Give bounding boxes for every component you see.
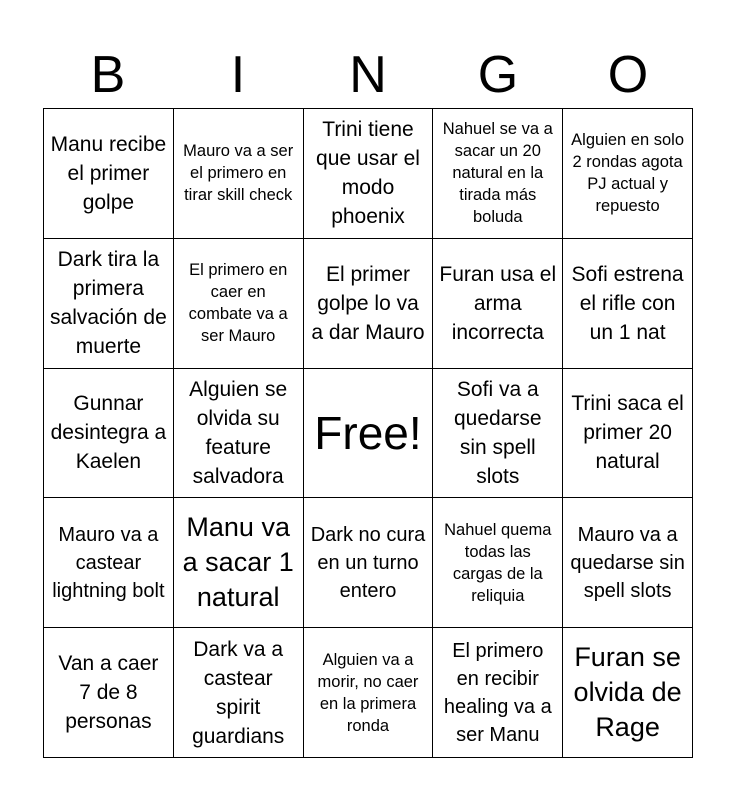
bingo-cell[interactable] xyxy=(174,239,304,369)
bingo-cell[interactable] xyxy=(563,498,693,628)
bingo-cell-text: Furan usa el arma incorrecta xyxy=(439,262,557,344)
bingo-cell-text: Nahuel quema todas las cargas de la reliquia xyxy=(444,520,552,605)
header-letter-n: N xyxy=(349,46,387,104)
bingo-cell-text: Sofi va a quedarse sin spell slots xyxy=(454,377,542,488)
bingo-cell-text: Manu va a sacar 1 natural xyxy=(182,512,294,613)
bingo-cell[interactable] xyxy=(44,498,174,628)
bingo-cell-text: El primero en caer en combate va a ser Mauro xyxy=(188,261,288,346)
bingo-cell-text: Alguien va a morir, no caer en la primera ronda xyxy=(317,650,419,735)
bingo-cell-text: Mauro va a ser el primero en tirar skill check xyxy=(183,142,294,205)
bingo-cell-text: Dark no cura en un turno entero xyxy=(310,523,426,602)
bingo-cell[interactable] xyxy=(433,369,563,499)
bingo-cell[interactable] xyxy=(44,628,174,758)
bingo-cell-text: Van a caer 7 de 8 personas xyxy=(58,652,159,734)
bingo-cell[interactable] xyxy=(304,628,434,758)
header-letter-g: G xyxy=(477,46,519,104)
bingo-cell[interactable] xyxy=(433,628,563,758)
bingo-cell-text: Alguien se olvida su feature salvadora xyxy=(189,377,288,488)
header-letter-o: O xyxy=(607,46,649,104)
bingo-cell-text: Nahuel se va a sacar un 20 natural en la tirada más boluda xyxy=(442,120,553,227)
bingo-cell[interactable] xyxy=(304,239,434,369)
bingo-cell[interactable] xyxy=(563,369,693,499)
bingo-cell-text: Alguien en solo 2 rondas agota PJ actual y repuesto xyxy=(571,131,685,216)
bingo-cell[interactable] xyxy=(433,498,563,628)
bingo-cell[interactable] xyxy=(304,109,434,239)
bingo-cell-text: Gunnar desintegra a Kaelen xyxy=(50,392,167,474)
bingo-cell-text: Sofi estrena el rifle con un 1 nat xyxy=(571,262,684,344)
header-letter-i: I xyxy=(230,46,246,104)
bingo-cell-text: Trini tiene que usar el modo phoenix xyxy=(316,118,420,229)
bingo-cell[interactable] xyxy=(174,498,304,628)
bingo-cell[interactable] xyxy=(433,239,563,369)
bingo-cell[interactable] xyxy=(174,628,304,758)
bingo-cell-text: Furan se olvida de Rage xyxy=(573,642,682,743)
bingo-card-grid xyxy=(43,108,693,758)
bingo-header xyxy=(43,44,693,106)
free-space-cell[interactable] xyxy=(304,369,434,499)
bingo-cell-text: Mauro va a castear lightning bolt xyxy=(52,523,165,602)
bingo-cell[interactable] xyxy=(174,369,304,499)
bingo-cell-text: El primer golpe lo va a dar Mauro xyxy=(311,262,425,344)
bingo-cell[interactable] xyxy=(44,369,174,499)
bingo-cell[interactable] xyxy=(563,628,693,758)
bingo-cell-text: Mauro va a quedarse sin spell slots xyxy=(570,523,685,602)
bingo-cell-text: Manu recibe el primer golpe xyxy=(50,132,167,214)
bingo-cell[interactable] xyxy=(174,109,304,239)
bingo-cell-text: Dark tira la primera salvación de muerte xyxy=(50,248,167,359)
bingo-cell[interactable] xyxy=(563,109,693,239)
bingo-cell[interactable] xyxy=(44,239,174,369)
bingo-cell[interactable] xyxy=(44,109,174,239)
bingo-cell[interactable] xyxy=(563,239,693,369)
header-letter-b: B xyxy=(90,46,126,104)
bingo-cell[interactable] xyxy=(304,498,434,628)
bingo-cell[interactable] xyxy=(433,109,563,239)
bingo-cell-text: El primero en recibir healing va a ser Manu xyxy=(443,639,552,746)
free-space-text: Free! xyxy=(314,406,422,459)
bingo-cell-text: Trini saca el primer 20 natural xyxy=(571,392,684,474)
bingo-cell-text: Dark va a castear spirit guardians xyxy=(192,637,285,748)
